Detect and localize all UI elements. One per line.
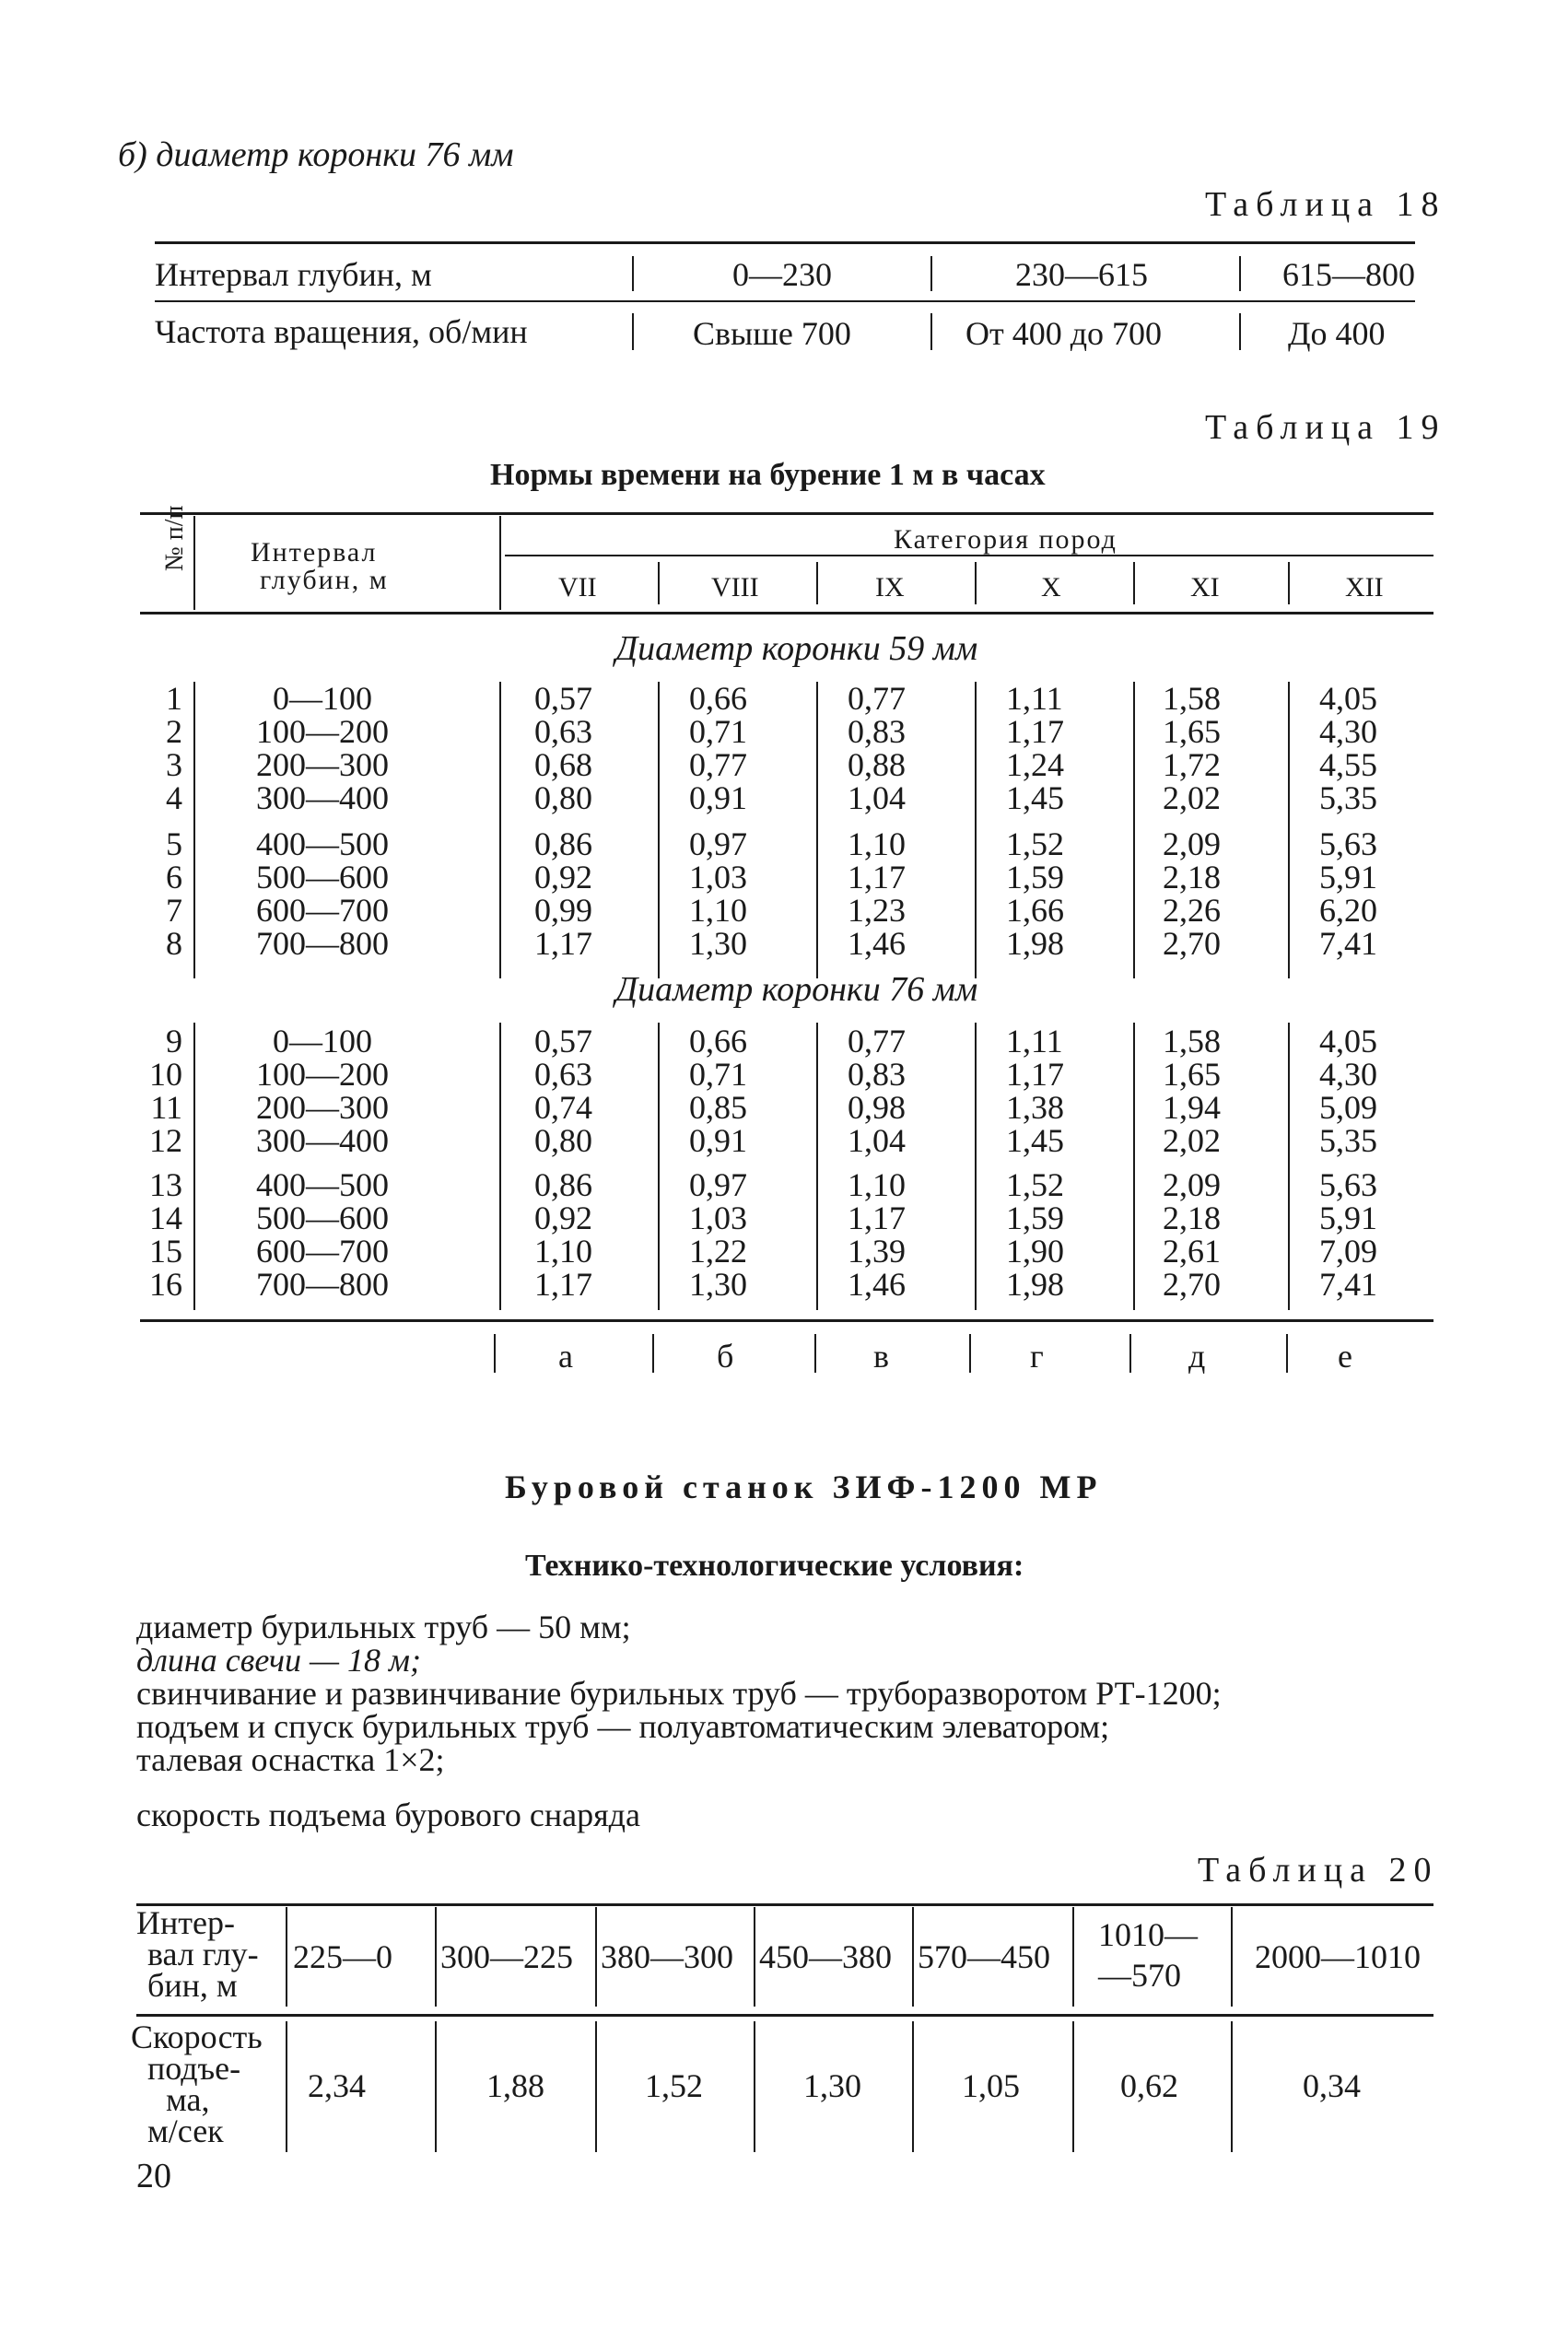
table19-col-VII: 0,57 0,63 0,74 0,80 [534, 1023, 592, 1159]
table19-col-XII: 5,63 5,91 7,09 7,41 [1319, 1166, 1377, 1303]
table19-letter-sep [652, 1334, 654, 1373]
table19-col-IX: 1,10 1,17 1,39 1,46 [848, 1166, 906, 1303]
table20-interval: 570—450 [918, 1938, 1050, 1975]
table19-category-rule [505, 555, 1433, 556]
table19-body-sep [975, 682, 977, 978]
table19-interval-header-2: глубин, м [260, 565, 389, 595]
table20-speed: 0,34 [1303, 2067, 1361, 2104]
table19-top-rule [140, 512, 1433, 515]
table19-cat-sep [1288, 562, 1290, 604]
speed-line: скорость подъема бурового снаряда [136, 1796, 640, 1833]
table20-speed: 1,52 [645, 2067, 703, 2104]
table20-row1-label: вал глу- [147, 1936, 259, 1972]
table20-sep [912, 1907, 914, 2007]
table19-title: Нормы времени на бурение 1 м в часах [490, 458, 1046, 492]
table19-col-XI: 1,58 1,65 1,94 2,02 [1163, 1023, 1221, 1159]
table19-col-X: 1,52 1,59 1,66 1,98 [1006, 825, 1064, 962]
table18-r2c3: До 400 [1288, 315, 1386, 352]
table19-category-header: Категория пород [894, 524, 1117, 555]
table20-speed: 1,30 [803, 2067, 861, 2104]
table19-cat-VII: VII [558, 572, 597, 603]
table19-letter: д [1188, 1338, 1206, 1375]
table20-row1-label: бин, м [147, 1967, 238, 2004]
table19-intervals: 0—100 100—200 200—300 300—400 [256, 680, 389, 816]
table18-sep [1239, 313, 1241, 350]
table18-sep [1239, 256, 1241, 291]
table18-mid-rule [155, 300, 1415, 302]
table20-row1-label: Интер- [136, 1904, 235, 1941]
table19-header-rule [140, 612, 1433, 614]
table19-body-sep [816, 682, 818, 978]
table19-cat-sep [1133, 562, 1135, 604]
table19-col-VIII: 0,66 0,71 0,85 0,91 [689, 1023, 747, 1159]
table19-col-VII: 0,57 0,63 0,68 0,80 [534, 680, 592, 816]
table19-nums: 13 14 15 16 [149, 1166, 182, 1303]
table19-cat-XII: XII [1345, 572, 1384, 603]
condition-line: талевая оснастка 1×2; [136, 1741, 445, 1778]
table20-interval: 450—380 [759, 1938, 892, 1975]
table20-sep [912, 2021, 914, 2152]
table20-caption: Таблица 20 [1198, 1851, 1439, 1890]
table19-cat-sep [658, 562, 660, 604]
table19-header-sep [499, 516, 501, 610]
table18-top-rule [155, 241, 1415, 244]
table20-row2-label: ма, [166, 2081, 210, 2118]
table19-letter: в [873, 1338, 889, 1375]
table19-col-VIII: 0,66 0,71 0,77 0,91 [689, 680, 747, 816]
table19-body-sep [975, 1023, 977, 1310]
table19-cat-IX: IX [875, 572, 905, 603]
table20-sep [754, 2021, 755, 2152]
table19-nums: 5 6 7 8 [166, 825, 182, 962]
table20-speed: 1,88 [486, 2067, 544, 2104]
table20-sep [286, 1907, 287, 2007]
page-number: 20 [136, 2157, 171, 2195]
table19-col-num-header: № п/п [160, 505, 189, 571]
table19-nums: 1 2 3 4 [166, 680, 182, 816]
table19-letter-sep [969, 1334, 971, 1373]
table19-col-VII: 0,86 0,92 1,10 1,17 [534, 1166, 592, 1303]
table20-row2-label: подъе- [147, 2050, 241, 2087]
table19-cat-VIII: VIII [711, 572, 759, 603]
table19-col-XI: 2,09 2,18 2,61 2,70 [1163, 1166, 1221, 1303]
machine-subtitle: Технико-технологические условия: [525, 1549, 1024, 1583]
table19-cat-sep [816, 562, 818, 604]
table19-caption: Таблица 19 [1205, 408, 1446, 447]
table19-cat-XI: XI [1190, 572, 1220, 603]
table19-col-X: 1,11 1,17 1,38 1,45 [1006, 1023, 1064, 1159]
table19-letter-sep [494, 1334, 496, 1373]
table20-sep [595, 2021, 597, 2152]
table19-body-sep [658, 682, 660, 978]
table19-col-IX: 0,77 0,83 0,88 1,04 [848, 680, 906, 816]
table18-r1c1: 0—230 [732, 256, 832, 293]
table20-interval: 380—300 [601, 1938, 733, 1975]
table19-section-title: Диаметр коронки 76 мм [615, 970, 978, 1009]
table20-sep [1072, 2021, 1074, 2152]
table19-letter: б [717, 1338, 734, 1375]
table19-header-sep [193, 516, 195, 610]
table20-top-rule [136, 1903, 1433, 1906]
condition-line: диаметр бурильных труб — 50 мм; [136, 1609, 631, 1645]
table19-body-sep [193, 682, 195, 978]
table20-sep [1231, 1907, 1233, 2007]
table20-sep [1231, 2021, 1233, 2152]
table20-speed: 1,05 [962, 2067, 1020, 2104]
table19-intervals: 400—500 500—600 600—700 700—800 [256, 1166, 389, 1303]
table18-sep [632, 256, 634, 291]
table20-sep [286, 2021, 287, 2152]
table19-col-XI: 1,58 1,65 1,72 2,02 [1163, 680, 1221, 816]
table19-bottom-rule [140, 1319, 1433, 1322]
table20-sep [435, 1907, 437, 2007]
table19-intervals: 0—100 100—200 200—300 300—400 [256, 1023, 389, 1159]
table19-nums: 9 10 11 12 [149, 1023, 182, 1159]
table19-body-sep [193, 1023, 195, 1310]
table19-col-XII: 4,05 4,30 4,55 5,35 [1319, 680, 1377, 816]
table18-r2c2: От 400 до 700 [965, 315, 1163, 352]
table20-speed: 0,62 [1120, 2067, 1178, 2104]
table20-sep [1072, 1907, 1074, 2007]
condition-line: подъем и спуск бурильных труб — полуавтоматическим элеватором; [136, 1708, 1110, 1745]
table19-col-X: 1,11 1,17 1,24 1,45 [1006, 680, 1064, 816]
table18-r1c2: 230—615 [1015, 256, 1148, 293]
table19-body-sep [1288, 682, 1290, 978]
table20-interval: —570 [1098, 1957, 1181, 1994]
table19-col-X: 1,52 1,59 1,90 1,98 [1006, 1166, 1064, 1303]
machine-title: Буровой станок ЗИФ-1200 МР [505, 1469, 1103, 1505]
table19-letter-sep [814, 1334, 816, 1373]
table18-sep [632, 313, 634, 350]
table20-interval: 300—225 [440, 1938, 573, 1975]
table19-body-sep [1133, 1023, 1135, 1310]
table19-body-sep [499, 682, 501, 978]
table18-r2c1: Свыше 700 [693, 315, 851, 352]
table19-section-title: Диаметр коронки 59 мм [615, 629, 978, 668]
table19-interval-header-1: Интервал [251, 537, 378, 568]
table19-letter: е [1338, 1338, 1352, 1375]
table19-intervals: 400—500 500—600 600—700 700—800 [256, 825, 389, 962]
table19-body-sep [1288, 1023, 1290, 1310]
table19-col-IX: 1,10 1,17 1,23 1,46 [848, 825, 906, 962]
table20-speed: 2,34 [308, 2067, 366, 2104]
table20-interval: 225—0 [293, 1938, 392, 1975]
table19-letter: г [1030, 1338, 1044, 1375]
table19-letter-sep [1129, 1334, 1131, 1373]
table19-cat-X: X [1041, 572, 1061, 603]
table19-col-XII: 5,63 5,91 6,20 7,41 [1319, 825, 1377, 962]
table20-interval: 2000—1010 [1255, 1938, 1421, 1975]
table18-row2-label: Частота вращения, об/мин [155, 313, 528, 350]
table20-mid-rule [136, 2014, 1433, 2017]
table20-row2-label: м/сек [147, 2112, 224, 2149]
table18-sep [930, 313, 932, 350]
table19-cat-sep [975, 562, 977, 604]
table19-col-VIII: 0,97 1,03 1,22 1,30 [689, 1166, 747, 1303]
table19-col-XII: 4,05 4,30 5,09 5,35 [1319, 1023, 1377, 1159]
table19-body-sep [1133, 682, 1135, 978]
table19-col-VIII: 0,97 1,03 1,10 1,30 [689, 825, 747, 962]
table19-body-sep [499, 1023, 501, 1310]
table18-caption: Таблица 18 [1205, 185, 1446, 224]
table18-r1c3: 615—800 [1282, 256, 1415, 293]
table19-body-sep [658, 1023, 660, 1310]
table19-body-sep [816, 1023, 818, 1310]
table19-letter: а [558, 1338, 573, 1375]
table19-col-XI: 2,09 2,18 2,26 2,70 [1163, 825, 1221, 962]
table19-col-VII: 0,86 0,92 0,99 1,17 [534, 825, 592, 962]
table18-row1-label: Интервал глубин, м [155, 256, 432, 293]
table20-row2-label: Скорость [131, 2019, 263, 2055]
table19-letter-sep [1286, 1334, 1288, 1373]
table20-sep [754, 1907, 755, 2007]
condition-line: длина свечи — 18 м; [136, 1642, 422, 1679]
table20-interval: 1010— [1098, 1916, 1198, 1953]
section-b-heading: б) диаметр коронки 76 мм [118, 135, 514, 174]
condition-line: свинчивание и развинчивание бурильных труб — труборазворотом РТ-1200; [136, 1675, 1222, 1712]
table20-sep [595, 1907, 597, 2007]
table18-sep [930, 256, 932, 291]
table19-col-IX: 0,77 0,83 0,98 1,04 [848, 1023, 906, 1159]
table20-sep [435, 2021, 437, 2152]
